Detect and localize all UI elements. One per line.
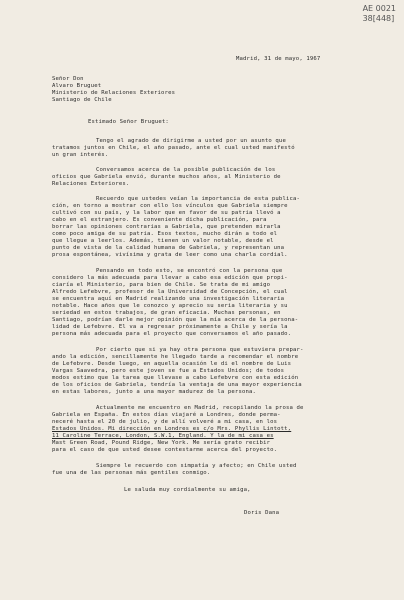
- paragraph-line: borrar las opiniones contrarias a Gabriela, que pretenden mirarla: [52, 224, 281, 230]
- paragraph-line: 11 Caroline Terrace, London, S.W.1, England. Y la de mi casa es: [52, 433, 274, 439]
- paragraph-line: oficios que Gabriela envió, durante muchos años, al Ministerio de: [52, 174, 281, 180]
- stamp-line-1: AE 0021: [362, 4, 396, 13]
- paragraph-line: Actualmente me encuentro en Madrid, recopilando la prosa de: [96, 405, 304, 411]
- archive-stamp: [363, 4, 396, 24]
- paragraph-line: para el caso de que usted desee contestarme acerca del proyecto.: [52, 447, 278, 453]
- paragraph-line: un gran interés.: [52, 152, 109, 158]
- paragraph-line: fue una de las personas más gentiles conmigo.: [52, 470, 211, 476]
- paragraph-line: Vargas Saavedra, pero este joven se fue a Estados Unidos; de todos: [52, 368, 285, 374]
- paragraph-line: se encuentra aquí en Madrid realizando una investigación literaria: [52, 296, 285, 302]
- paragraph-line: Relaciones Exteriores.: [52, 181, 130, 187]
- paragraph-line: Tengo el agrado de dirigirme a usted por un asunto que: [96, 138, 286, 144]
- paragraph-line: seriedad en estos trabajos, de gran eficacia. Muchas personas, en: [52, 310, 281, 316]
- paragraph-line: Por cierto que si ya hay otra persona que estuviera prepar-: [96, 347, 304, 353]
- paragraph-line: persona más adecuada para el proyecto que conversamos el año pasado.: [52, 331, 292, 337]
- address-line: Ministerio de Relaciones Exteriores: [52, 90, 176, 96]
- paragraph-line: Conversamos acerca de la posible publicación de los: [96, 167, 276, 173]
- salutation: Estimado Señor Bruguet:: [88, 119, 169, 125]
- paragraph-line: cabo en el extranjero. Es conveniente dicha publicación, para: [52, 217, 267, 223]
- paragraph-line: ción, en torno a mostrar con ello los vínculos que Gabriela siempre: [52, 203, 288, 209]
- paragraph-line: Estados Unidos. Mi dirección en Londres es c/o Mrs. Phyllis Lintott,: [52, 426, 292, 432]
- signature-name: Doris Dana: [244, 510, 280, 516]
- paragraph-line: Recuerdo que ustedes veían la importancia de esta publica-: [96, 196, 301, 202]
- paragraph-line: modos estimo que la tarea que llevase a cabo Lefebvre con esta edición: [52, 375, 299, 381]
- paragraph-line: Gabriela en España. En estos días viajaré a Londres, donde perma-: [52, 412, 281, 418]
- address-line: Santiago de Chile: [52, 97, 112, 103]
- paragraph-line: Pensando en todo esto, se encontró con la persona que: [96, 268, 283, 274]
- stamp-line-2: 38[448]: [362, 14, 395, 23]
- paragraph-line: ando la edición, sencillamente he llegado tarde a recomendar el nombre: [52, 354, 299, 360]
- address-line: Señor Don: [52, 76, 84, 82]
- paragraph-line: como poco amiga de su patria. Esos textos, mucho dirán a todo el: [52, 231, 278, 237]
- paragraph-line: en estas labores, junto a una mayor madurez de la persona.: [52, 389, 257, 395]
- paragraph-line: punto de vista de la calidad humana de Gabriela, y representan una: [52, 245, 285, 251]
- paragraph-line: Siempre le recuerdo con simpatía y afecto; en Chile usted: [96, 463, 297, 469]
- paragraph-line: notable. Hace años que le conozco y aprecio su seria literaria y su: [52, 303, 288, 309]
- paragraph-line: que llegue a leerlos. Además, tienen un valor notable, desde el: [52, 238, 274, 244]
- letter-date: Madrid, 31 de mayo, 1967: [236, 56, 321, 62]
- paragraph-line: de Lefebvre. Desde luego, en aquella ocasión le di el nombre de Luis: [52, 361, 292, 367]
- paragraph-line: ciaría el Ministerio, para bien de Chile. Se trata de mi amigo: [52, 282, 271, 288]
- paragraph-line: Mast Green Road, Pound Ridge, New York. Me sería grato recibir: [52, 440, 271, 446]
- paragraph-line: tratamos juntos en Chile, el año pasado, ante el cual usted manifestó: [52, 145, 295, 151]
- paragraph-line: Santiago, podrían darle mejor opinión que la mía acerca de la persona-: [52, 317, 299, 323]
- paragraph-line: Alfredo Lefebvre, profesor de la Universidad de Concepción, el cual: [52, 289, 288, 295]
- closing: Le saluda muy cordialmente su amiga,: [124, 487, 251, 493]
- address-line: Alvaro Bruguet: [52, 83, 102, 89]
- paragraph-line: neceré hasta el 20 de julio, y de allí volveré a mi casa, en los: [52, 419, 278, 425]
- paragraph-line: cultivó con su país, y la labor que en favor de su patria llevó a: [52, 210, 281, 216]
- paragraph-line: de los oficios de Gabriela, tendría la ventaja de una mayor experiencia: [52, 382, 302, 388]
- paragraph-line: considero la más adecuada para llevar a cabo esa edición que propi-: [52, 275, 288, 281]
- paragraph-line: prosa espontánea, vivísima y grata de leer como una charla cordial.: [52, 252, 288, 258]
- paragraph-line: lidad de Lefebvre. El va a regresar próximamente a Chile y sería la: [52, 324, 288, 330]
